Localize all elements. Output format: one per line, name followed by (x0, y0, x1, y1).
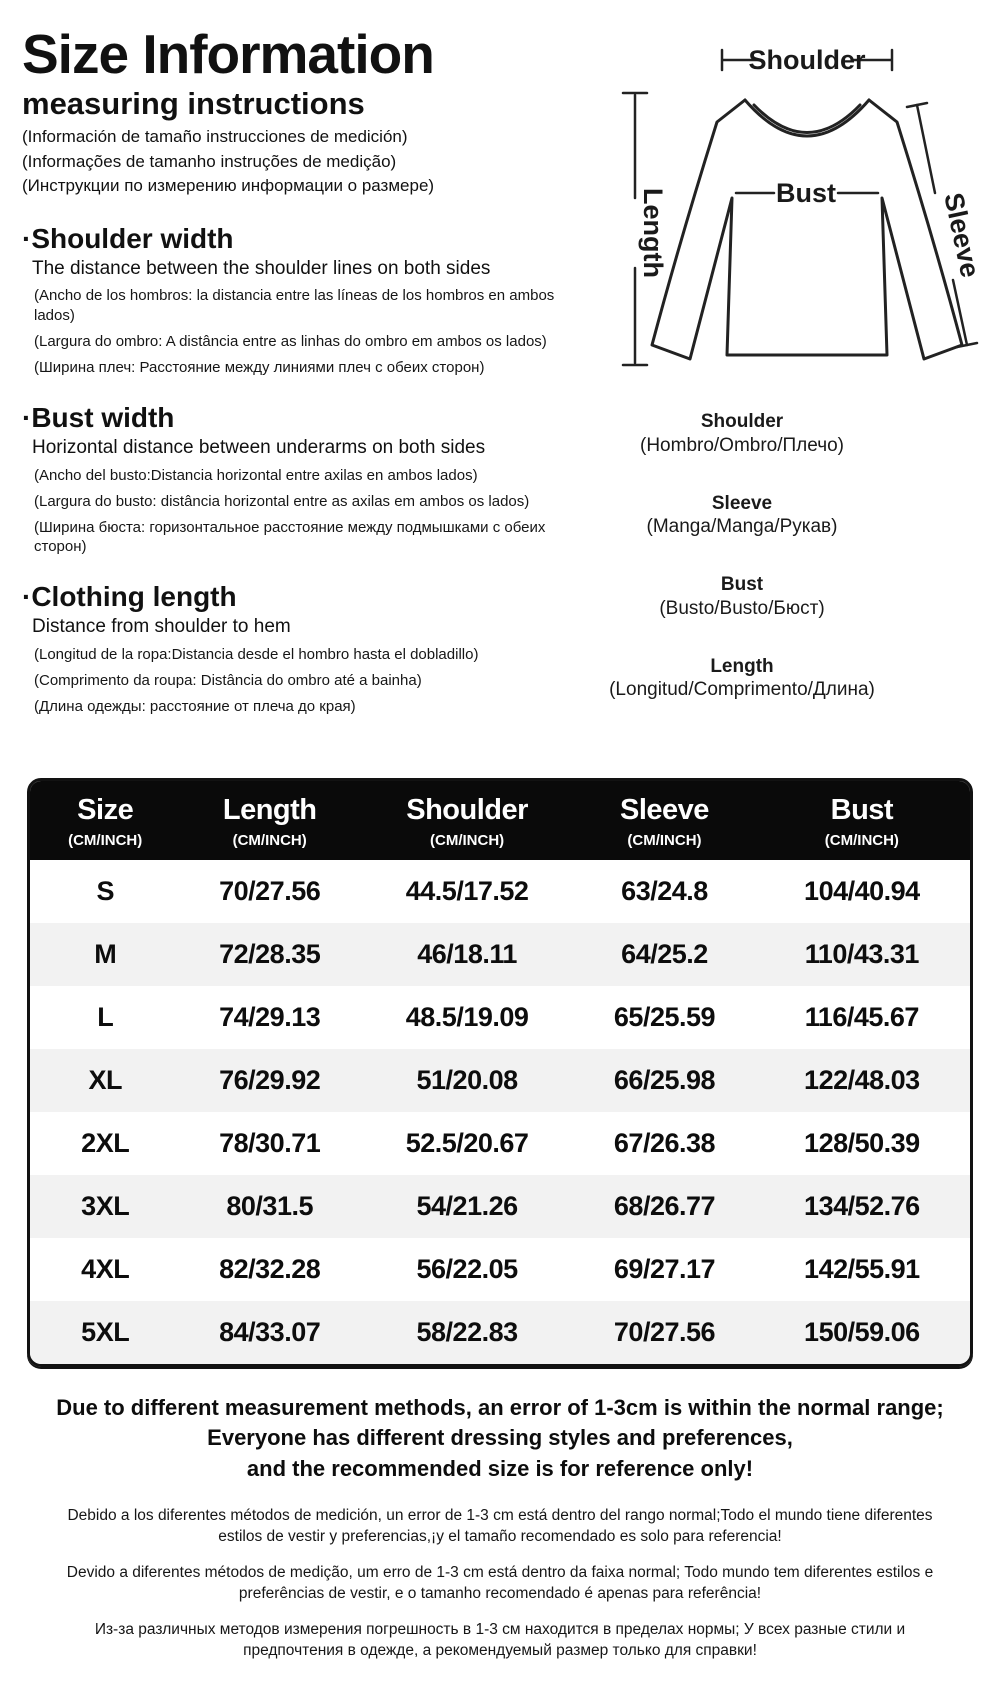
cell-size: XL (88, 1065, 122, 1095)
section-bust-width (22, 403, 567, 556)
disclaimer-es: Debido a los diferentes métodos de medición, un error de 1-3 cm está dentro del rango normal;Todo el mundo tiene diferentes estilos de vestir y preferencias,¡y el tamaño recomendado es solo para referencia! (67, 1507, 933, 1545)
section-translation-es: (Ancho del busto:Distancia horizontal entre axilas en ambos lados) (34, 466, 478, 484)
cell-size: 2XL (81, 1128, 130, 1158)
legend-item-length (562, 655, 922, 703)
cell-shoulder: 56/22.05 (416, 1254, 518, 1284)
diagram-column (562, 10, 1000, 736)
cell-shoulder: 58/22.83 (416, 1317, 518, 1347)
cell-length: 82/32.28 (219, 1254, 321, 1284)
disclaimer-translations (0, 1506, 1000, 1662)
table-row (30, 923, 970, 986)
cell-bust: 134/52.76 (804, 1191, 920, 1221)
legend-translation: (Manga/Manga/Рукав) (646, 516, 838, 538)
column-label: Bust (830, 794, 894, 826)
legend-term: Sleeve (711, 492, 773, 514)
legend-item-shoulder (562, 410, 922, 458)
section-title: ·Shoulder width (22, 222, 234, 254)
cell-shoulder: 52.5/20.67 (405, 1128, 529, 1158)
cell-size: 3XL (81, 1191, 130, 1221)
size-table-header (30, 781, 970, 860)
section-description: Distance from shoulder to hem (32, 616, 291, 638)
diagram-length-label: Length (638, 188, 668, 278)
cell-bust: 104/40.94 (804, 876, 920, 906)
disclaimer-ru: Из-за различных методов измерения погрешность в 1-3 см находится в пределах нормы; У всех разные стили и предпочтения в одежде, а рекомендуемый размер только для справки! (94, 1620, 906, 1659)
cell-sleeve: 68/26.77 (613, 1191, 716, 1221)
cell-shoulder: 46/18.11 (417, 939, 517, 969)
column-header-size (30, 794, 180, 849)
table-row (30, 1112, 970, 1175)
cell-size: 4XL (81, 1254, 130, 1284)
diagram-legend (562, 410, 922, 702)
column-unit-label: (CM/INCH) (824, 832, 899, 849)
cell-length: 78/30.71 (219, 1128, 321, 1158)
measuring-instructions-column (22, 23, 567, 723)
disclaimer-line-en-3: and the recommended size is for reference only! (246, 1455, 754, 1481)
column-label: Size (77, 794, 134, 826)
section-title: ·Bust width (22, 402, 175, 434)
section-title: ·Clothing length (22, 581, 237, 613)
top-area (0, 0, 1000, 752)
cell-sleeve: 70/27.56 (613, 1317, 716, 1347)
disclaimer-line-en-2: Everyone has different dressing styles and preferences, (207, 1425, 793, 1451)
cell-bust: 150/59.06 (804, 1317, 920, 1347)
page-subtitle: measuring instructions (22, 85, 365, 121)
disclaimer-pt: Devido a diferentes métodos de medição, um erro de 1-3 cm está dentro da faixa normal; Todo mundo tem diferentes estilos e preferências de vestir, e o tamanho recomendado é apenas para referência! (66, 1563, 934, 1602)
section-translation-ru: (Ширина плеч: Расстояние между линиями плеч с обеих сторон) (34, 358, 485, 376)
legend-translation: (Busto/Busto/Бюст) (659, 597, 825, 619)
cell-sleeve: 66/25.98 (613, 1065, 716, 1095)
page-title: Size Information (22, 23, 434, 85)
legend-term: Shoulder (700, 411, 784, 432)
cell-bust: 142/55.91 (804, 1254, 920, 1284)
cell-sleeve: 65/25.59 (613, 1002, 716, 1032)
legend-translation: (Longitud/Comprimento/Длина) (609, 679, 875, 701)
legend-translation: (Hombro/Ombro/Плечо) (640, 434, 844, 456)
section-translation-ru: (Длина одежды: расстояние от плеча до края) (34, 698, 356, 716)
table-row (30, 1238, 970, 1301)
legend-item-bust (562, 573, 922, 621)
table-body (30, 860, 970, 1364)
table-row (30, 1049, 970, 1112)
column-unit-label: (CM/INCH) (430, 832, 505, 849)
section-translation-es: (Ancho de los hombros: la distancia entre las líneas de los hombros en ambos lados) (34, 287, 555, 324)
diagram-bust-label: Bust (776, 178, 836, 208)
table-row (30, 1301, 970, 1364)
column-header-shoulder (359, 794, 575, 849)
column-header-bust (754, 794, 970, 849)
cell-length: 76/29.92 (219, 1065, 321, 1095)
subtitle-translation-ru: (Инструкции по измерению информации о размере) (22, 175, 435, 195)
disclaimer (0, 1393, 1000, 1662)
legend-term: Bust (720, 574, 764, 595)
column-unit-label: (CM/INCH) (232, 832, 307, 849)
column-header-length (180, 794, 359, 849)
cell-length: 84/33.07 (219, 1317, 321, 1347)
cell-length: 70/27.56 (219, 876, 321, 906)
section-shoulder-width (22, 224, 567, 377)
disclaimer-line-en-1: Due to different measurement methods, an error of 1-3cm is within the normal range; (56, 1395, 944, 1420)
cell-sleeve: 63/24.8 (621, 876, 708, 906)
section-translation-pt: (Largura do busto: distância horizontal entre as axilas em ambos os lados) (34, 492, 530, 510)
cell-size: 5XL (81, 1317, 130, 1347)
cell-length: 72/28.35 (219, 939, 321, 969)
cell-length: 80/31.5 (226, 1191, 313, 1221)
section-clothing-length (22, 582, 567, 716)
size-table (27, 778, 973, 1367)
cell-sleeve: 64/25.2 (621, 939, 708, 969)
section-translation-es: (Longitud de la ropa:Distancia desde el hombro hasta el dobladillo) (34, 645, 479, 663)
cell-shoulder: 48.5/19.09 (405, 1002, 529, 1032)
cell-length: 74/29.13 (219, 1002, 321, 1032)
section-translation-pt: (Largura do ombro: A distância entre as linhas do ombro em ambos os lados) (34, 332, 547, 350)
section-description: The distance between the shoulder lines on both sides (32, 257, 491, 279)
column-unit-label: (CM/INCH) (68, 832, 143, 849)
cell-bust: 116/45.67 (804, 1002, 919, 1032)
legend-term: Length (710, 655, 774, 677)
cell-size: S (96, 876, 114, 906)
section-translation-pt: (Comprimento da roupa: Distância do ombro até a bainha) (34, 672, 422, 690)
section-description: Horizontal distance between underarms on both sides (32, 436, 486, 458)
table-row (30, 860, 970, 923)
cell-bust: 110/43.31 (804, 939, 919, 969)
table-row (30, 1175, 970, 1238)
subtitle-translation-es: (Información de tamaño instrucciones de medición) (22, 127, 408, 147)
diagram-shoulder-label: Shoulder (748, 45, 866, 75)
column-label: Shoulder (406, 794, 528, 826)
diagram-sleeve-label: Sleeve (938, 190, 986, 281)
cell-size: L (97, 1002, 114, 1032)
cell-bust: 128/50.39 (804, 1128, 920, 1158)
table-row (30, 986, 970, 1049)
column-label: Sleeve (620, 794, 709, 826)
cell-bust: 122/48.03 (804, 1065, 920, 1095)
legend-item-sleeve (562, 492, 922, 540)
column-unit-label: (CM/INCH) (627, 832, 702, 849)
cell-shoulder: 51/20.08 (416, 1065, 518, 1095)
subtitle-translations (22, 125, 567, 197)
cell-sleeve: 69/27.17 (613, 1254, 716, 1284)
cell-shoulder: 54/21.26 (416, 1191, 518, 1221)
section-translation-ru: (Ширина бюста: горизонтальное расстояние между подмышками с обеих сторон) (34, 518, 546, 556)
cell-size: M (94, 939, 117, 969)
cell-sleeve: 67/26.38 (613, 1128, 716, 1158)
column-header-sleeve (575, 794, 754, 849)
cell-shoulder: 44.5/17.52 (405, 876, 529, 906)
column-label: Length (222, 794, 317, 826)
subtitle-translation-pt: (Informações de tamanho instruções de medição) (22, 151, 397, 171)
shirt-measurement-diagram-icon (562, 10, 1000, 382)
